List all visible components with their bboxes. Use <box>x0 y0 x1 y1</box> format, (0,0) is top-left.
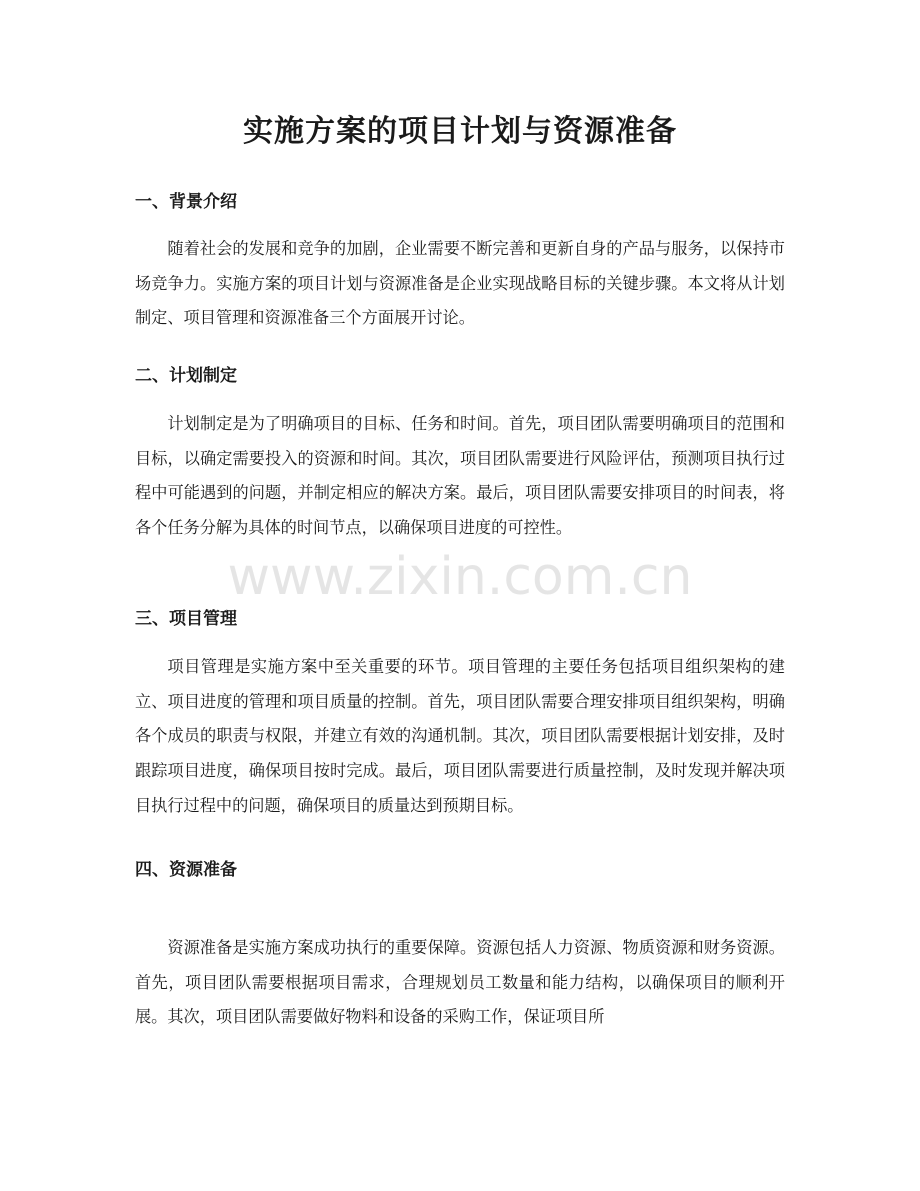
section-heading-resource-preparation: 四、资源准备 <box>135 860 237 880</box>
section-heading-background: 一、背景介绍 <box>135 192 237 212</box>
document-title: 实施方案的项目计划与资源准备 <box>243 114 677 149</box>
section-paragraph-background: 随着社会的发展和竞争的加剧，企业需要不断完善和更新自身的产品与服务，以保持市场竞争力。实施方案的项目计划与资源准备是企业实现战略目标的关键步骤。本文将从计划制定、项目管理和资源准备三个方面展开讨论。 <box>135 239 785 328</box>
section-heading-planning: 二、计划制定 <box>135 366 237 386</box>
section-paragraph-planning: 计划制定是为了明确项目的目标、任务和时间。首先，项目团队需要明确项目的范围和目标，以确定需要投入的资源和时间。其次，项目团队需要进行风险评估，预测项目执行过程中可能遇到的问题，并制定相应的解决方案。最后，项目团队需要安排项目的时间表，将各个任务分解为具体的时间节点，以确保项目进度的可控性。 <box>135 414 785 538</box>
section-heading-project-management: 三、项目管理 <box>135 609 237 629</box>
section-paragraph-resource-preparation: 资源准备是实施方案成功执行的重要保障。资源包括人力资源、物质资源和财务资源。首先，项目团队需要根据项目需求，合理规划员工数量和能力结构，以确保项目的顺利开展。其次，项目团队需要做好物料和设备的采购工作，保证项目所 <box>135 938 785 1027</box>
watermark: www.zixin.com.cn <box>227 547 693 607</box>
section-paragraph-project-management: 项目管理是实施方案中至关重要的环节。项目管理的主要任务包括项目组织架构的建立、项目进度的管理和项目质量的控制。首先，项目团队需要合理安排项目组织架构，明确各个成员的职责与权限，并建立有效的沟通机制。其次，项目团队需要根据计划安排，及时跟踪项目进度，确保项目按时完成。最后，项目团队需要进行质量控制，及时发现并解决项目执行过程中的问题，确保项目的质量达到预期目标。 <box>135 657 785 815</box>
